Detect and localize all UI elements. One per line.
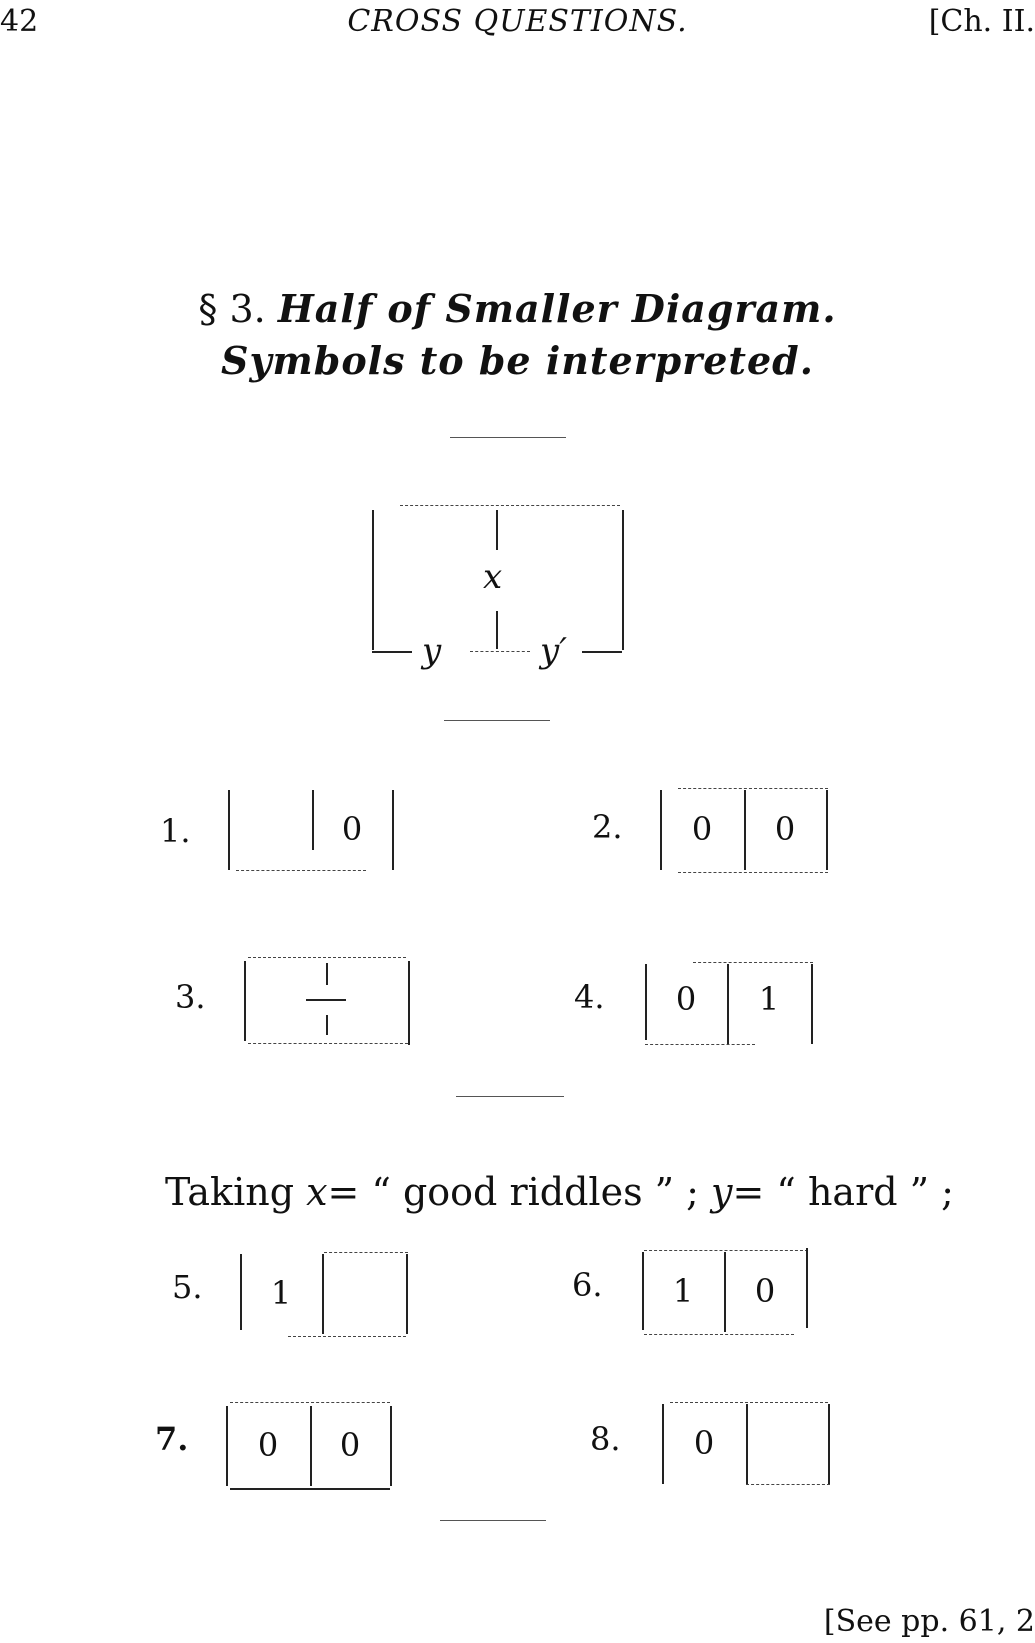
- cell-bottom-edge: [236, 870, 366, 871]
- exercise-number: 3.: [175, 978, 206, 1016]
- exercise-number: 4.: [574, 978, 605, 1016]
- section-title-line1: Half of Smaller Diagram.: [277, 286, 837, 331]
- cell-right-value: 0: [774, 810, 796, 848]
- divider-rule: [450, 437, 566, 438]
- divider-rule: [456, 1096, 564, 1097]
- diagram-bottom-right: [582, 651, 622, 653]
- section-subtitle: Symbols to be interpreted.: [221, 338, 814, 383]
- exercise-diagram: [640, 1248, 812, 1336]
- diagram-y-prime-label: y′: [540, 631, 567, 671]
- cell-bottom-edge: [645, 1044, 755, 1045]
- taking-x-symbol: x: [306, 1170, 328, 1214]
- taking-y-definition: = “ hard ” ;: [732, 1170, 954, 1214]
- page-footer-reference: [See pp. 61, 2: [823, 1604, 1035, 1639]
- diagram-right-edge: [622, 510, 624, 650]
- cell-right-value: 0: [339, 1426, 361, 1464]
- cell-top-edge: [324, 1252, 408, 1253]
- cell-edge: [322, 1254, 324, 1334]
- exercise-diagram: [660, 1400, 832, 1488]
- cell-right-value: 0: [341, 810, 363, 848]
- cell-top-edge: [670, 1402, 828, 1403]
- section-symbol: § 3.: [198, 287, 266, 331]
- cell-left-value: 0: [691, 810, 713, 848]
- cell-edge: [408, 961, 410, 1045]
- diagram-bottom-left: [372, 651, 412, 653]
- cell-top-edge: [644, 1250, 808, 1251]
- cell-bottom-edge: [746, 1484, 830, 1485]
- cell-bottom-edge: [248, 1043, 408, 1044]
- cell-edge: [406, 1254, 408, 1334]
- cell-top-edge: [693, 962, 813, 963]
- taking-x-definition: = “ good riddles ” ;: [327, 1170, 712, 1214]
- cell-bottom-edge: [644, 1334, 794, 1335]
- cell-bottom-edge: [678, 872, 828, 873]
- exercise-number: 2.: [592, 808, 623, 846]
- section-title: [0, 286, 1035, 331]
- cell-center-tick-top: [326, 963, 328, 985]
- cell-edge: [228, 790, 230, 870]
- cell-edge: [390, 1406, 392, 1486]
- cell-bottom-edge: [230, 1488, 390, 1490]
- exercise-number: 6.: [572, 1266, 603, 1304]
- cell-edge: [826, 790, 828, 870]
- exercise-diagram: [238, 1250, 410, 1338]
- cell-left-value: 1: [270, 1274, 292, 1312]
- cell-edge: [244, 961, 246, 1041]
- exercise-diagram: [658, 786, 830, 874]
- cell-edge: [746, 1404, 748, 1484]
- cell-edge: [828, 1404, 830, 1484]
- cell-right-value: 1: [758, 980, 780, 1018]
- cell-left-value: 0: [693, 1424, 715, 1462]
- exercise-number: 5.: [172, 1268, 203, 1306]
- cell-edge: [806, 1248, 808, 1328]
- cell-center-tick-horizontal: [306, 999, 346, 1001]
- divider-rule: [440, 1520, 546, 1521]
- running-title: CROSS QUESTIONS.: [347, 4, 688, 39]
- diagram-y-label: y: [422, 631, 442, 671]
- diagram-top-edge: [400, 505, 620, 506]
- cell-left-value: 0: [675, 980, 697, 1018]
- exercise-number: 1.: [160, 812, 191, 850]
- exercise-diagram: [242, 955, 412, 1047]
- exercise-diagram: [224, 1400, 396, 1492]
- taking-definition: [165, 1170, 954, 1214]
- exercise-number: 8.: [590, 1420, 621, 1458]
- diagram-left-edge: [372, 510, 374, 650]
- cell-left-value: 0: [257, 1426, 279, 1464]
- diagram-center-line-bottom: [496, 611, 498, 649]
- diagram-center-line-top: [496, 510, 498, 550]
- cell-top-edge: [230, 1402, 390, 1403]
- cell-edge: [811, 964, 813, 1044]
- cell-top-edge: [678, 788, 828, 789]
- exercise-diagram: [226, 790, 396, 872]
- diagram-x-label: x: [483, 557, 503, 597]
- exercise-number: 7.: [155, 1420, 189, 1458]
- divider-rule: [444, 720, 550, 721]
- cell-right-value: 0: [754, 1272, 776, 1310]
- taking-y-symbol: y: [711, 1170, 733, 1214]
- cell-left-value: 1: [672, 1272, 694, 1310]
- taking-prefix: Taking: [165, 1170, 307, 1214]
- cell-top-edge: [248, 957, 406, 958]
- cell-edge: [392, 790, 394, 870]
- chapter-label: [Ch. II.: [928, 4, 1035, 39]
- diagram-bottom-mid: [470, 651, 530, 652]
- cell-center-tick-bottom: [326, 1015, 328, 1035]
- exercise-diagram: [643, 960, 815, 1048]
- cell-bottom-edge: [288, 1336, 406, 1337]
- half-diagram: [370, 505, 630, 671]
- page-number: 42: [0, 4, 39, 39]
